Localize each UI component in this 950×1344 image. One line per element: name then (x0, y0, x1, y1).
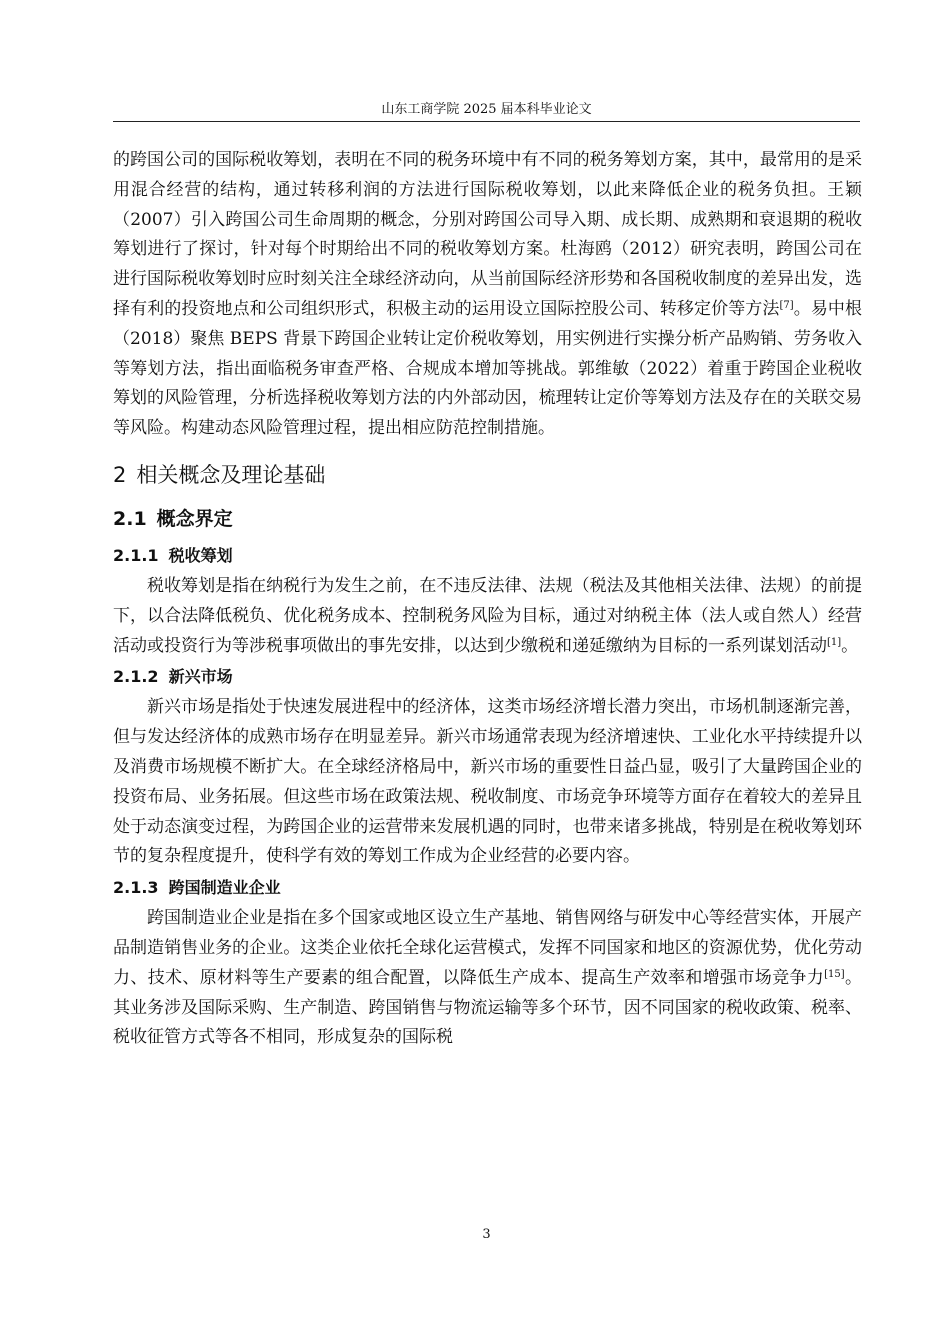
intro-paragraph (113, 146, 862, 444)
subsection-number: 2.1.1 (113, 545, 159, 565)
chapter-title: 相关概念及理论基础 (136, 462, 326, 487)
tax-planning-paragraph (113, 572, 862, 661)
running-header: 山东工商学院 2025 届本科毕业论文 (381, 102, 592, 117)
section-heading (113, 498, 862, 540)
paragraph-tail: 。 (841, 635, 859, 656)
citation-1[interactable]: [1] (827, 636, 842, 648)
intro-text: 的跨国公司的国际税收筹划，表明在不同的税务环境中有不同的税务筹划方案，其中，最常用的是采用混合经营的结构，通过转移利润的方法进行国际税收筹划，以此来降低企业的税务负担。王颖（2007）引入跨国公司生命周期的概念，分别对跨国公司导入期、成长期、成熟期和衰退期的税收筹划进行了探讨，针对每个时期给出不同的税收筹划方案。杜海鸥（2012）研究表明，跨国公司在进行国际税收筹划时应时刻关注全球经济动向，从当前国际经济形势和各国税收制度的差异出发，选择有利的投资地点和公司组织形式，积极主动的运用设立国际控股公司、转移定价等方法 (113, 150, 862, 319)
subsection-number: 2.1.2 (113, 667, 159, 687)
intro-tail: 。易中根（2018）聚焦 BEPS 背景下跨国企业转让定价税收筹划，用实例进行实操分析产品购销、劳务收入等筹划方法，指出面临税务审查严格、合规成本增加等挑战。郭维敏（2022）着重于跨国企业税收筹划的风险管理，分析选择税收筹划方法的内外部动因，梳理转让定价等筹划方法及存在的关联交易等风险。构建动态风险管理过程，提出相应防范控制措施。 (113, 298, 863, 439)
multinational-manufacturing-paragraph (113, 904, 862, 1053)
header-rule (113, 121, 860, 122)
subsection-title: 跨国制造业企业 (168, 878, 281, 898)
chapter-heading (113, 452, 862, 498)
subsection-title: 税收筹划 (168, 545, 233, 565)
paragraph-text: 新兴市场是指处于快速发展进程中的经济体，这类市场经济增长潜力突出，市场机制逐渐完善，但与发达经济体的成熟市场存在明显差异。新兴市场通常表现为经济增速快、工业化水平持续提升以及消费市场规模不断扩大。在全球经济格局中，新兴市场的重要性日益凸显，吸引了大量跨国企业的投资布局、业务拓展。但这些市场在政策法规、税收制度、市场竞争环境等方面存在着较大的差异且处于动态演变过程，为跨国企业的运营带来发展机遇的同时，也带来诸多挑战，特别是在税收筹划环节的复杂程度提升，使科学有效的筹划工作成为企业经营的必要内容。 (113, 697, 862, 867)
paragraph-text: 跨国制造业企业是指在多个国家或地区设立生产基地、销售网络与研发中心等经营实体，开展产品制造销售业务的企业。这类企业依托全球化运营模式，发挥不同国家和地区的资源优势，优化劳动力、技术、原材料等生产要素的组合配置，以降低生产成本、提高生产效率和增强市场竞争力 (113, 908, 862, 988)
citation-15[interactable]: [15] (824, 968, 845, 980)
chapter-number: 2 (113, 462, 127, 487)
paragraph-tail: 。其业务涉及国际采购、生产制造、跨国销售与物流运输等多个环节，因不同国家的税收政策、税率、税收征管方式等各不相同，形成复杂的国际税 (113, 967, 863, 1048)
paragraph-text: 税收筹划是指在纳税行为发生之前，在不违反法律、法规（税法及其他相关法律、法规）的前提下，以合法降低税负、优化税务成本、控制税务风险为目标，通过对纳税主体（法人或自然人）经营活动或投资行为等涉税事项做出的事先安排，以达到少缴税和递延缴纳为目标的一系列谋划活动 (113, 575, 862, 656)
subsection-number: 2.1.3 (113, 878, 159, 898)
subsection-heading-multinational-manufacturing (113, 872, 862, 904)
emerging-markets-paragraph (113, 693, 862, 872)
citation-7[interactable]: [7] (779, 299, 794, 311)
page-number: 3 (482, 1227, 491, 1242)
section-title: 概念界定 (156, 507, 233, 530)
subsection-title: 新兴市场 (168, 667, 233, 687)
page-body (113, 146, 862, 1053)
section-number: 2.1 (113, 507, 147, 530)
subsection-heading-tax-planning (113, 540, 862, 572)
subsection-heading-emerging-markets (113, 661, 862, 693)
